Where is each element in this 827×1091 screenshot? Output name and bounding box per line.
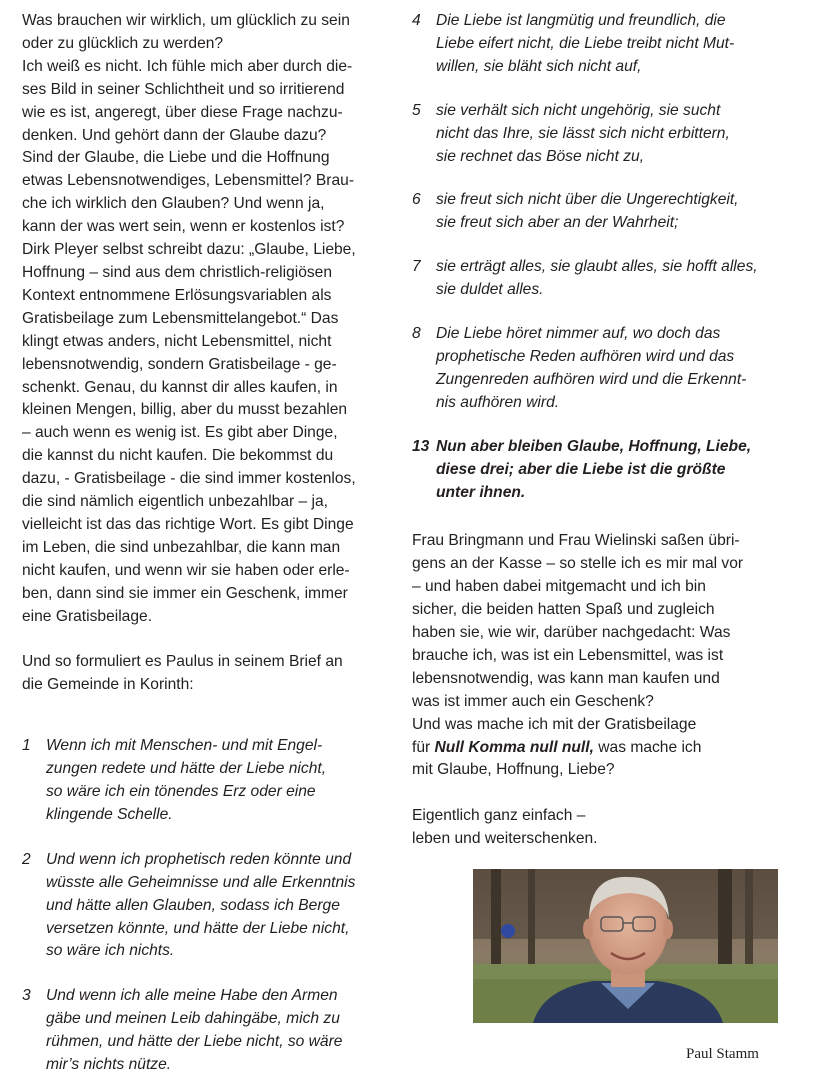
body-text-line: Gratisbeilage zum Lebensmittelangebot.“ Das xyxy=(22,309,339,327)
verse-line: Liebe eifert nicht, die Liebe treibt nicht Mut- xyxy=(436,34,735,52)
verse-8 xyxy=(412,323,784,415)
verse-number: 1 xyxy=(22,737,31,755)
verse-1 xyxy=(22,735,390,827)
null-komma-emphasis: Null Komma null null, xyxy=(434,738,594,756)
closing-line: gens an der Kasse – so stelle ich es mir mal vor xyxy=(412,555,744,573)
verse-number: 5 xyxy=(412,101,421,119)
verse-2 xyxy=(22,849,390,964)
verse-number: 8 xyxy=(412,325,421,343)
body-text-line: Und so formuliert es Paulus in seinem Brief an xyxy=(22,653,343,671)
body-text-line: Was brauchen wir wirklich, um glücklich zu sein xyxy=(22,12,350,29)
verse-list-right xyxy=(412,10,784,415)
final-line: Eigentlich ganz einfach – xyxy=(412,807,586,825)
verse-line: so wäre ich nichts. xyxy=(46,942,175,960)
paragraph-spacer xyxy=(412,782,784,805)
verse-number: 3 xyxy=(22,987,31,1005)
verse-line: sie erträgt alles, sie glaubt alles, sie hofft alles, xyxy=(436,258,758,276)
closing-line: lebensnotwendig, was kann man kaufen und xyxy=(412,669,720,687)
body-text-line: dazu, - Gratisbeilage - die sind immer kostenlos, xyxy=(22,470,356,488)
verse-line: willen, sie bläht sich nicht auf, xyxy=(436,57,642,75)
body-text-line: die sind nämlich eigentlich unbezahlbar – ja, xyxy=(22,493,329,511)
verse-line: sie duldet alles. xyxy=(436,281,544,299)
verse-3 xyxy=(22,985,390,1077)
body-text-line: Kontext entnommene Erlösungsvariablen als xyxy=(22,286,332,304)
verse-line: Wenn ich mit Menschen- und mit Engel- xyxy=(46,737,323,755)
verse-line: Die Liebe höret nimmer auf, wo doch das xyxy=(436,325,721,343)
verse-7 xyxy=(412,256,784,302)
body-text-line: kleinen Mengen, billig, aber du musst bezahlen xyxy=(22,401,348,419)
verse-line: wüsste alle Geheimnisse und alle Erkenntnis xyxy=(46,873,356,891)
closing-line: Frau Bringmann und Frau Wielinski saßen übri- xyxy=(412,532,740,550)
body-text-line: im Leben, die sind unbezahlbar, die kann man xyxy=(22,538,341,556)
body-text-line: che ich wirklich den Glauben? Und wenn ja, xyxy=(22,195,325,213)
verse-line: sie freut sich aber an der Wahrheit; xyxy=(436,214,679,232)
body-text-line: nicht kaufen, und wenn wir sie haben oder erle- xyxy=(22,561,350,579)
paulus-paragraph xyxy=(22,651,390,697)
verse-line: sie verhält sich nicht ungehörig, sie sucht xyxy=(436,101,721,119)
body-text-line: die Gemeinde in Korinth: xyxy=(22,676,194,694)
verse-line: Und wenn ich alle meine Habe den Armen xyxy=(46,987,338,1005)
verse-line: unter ihnen. xyxy=(436,483,526,501)
verse-line: und hätte allen Glauben, sodass ich Berge xyxy=(46,896,340,914)
body-text-line: Ich weiß es nicht. Ich fühle mich aber durch die- xyxy=(22,57,353,75)
body-text-line: ses Bild in seiner Schlichtheit und so irritierend xyxy=(22,80,345,98)
paragraph-spacer xyxy=(22,697,390,735)
verse-line: rühmen, und hätte der Liebe nicht, so wäre xyxy=(46,1033,343,1051)
verse-line: versetzen könnte, und hätte der Liebe nicht, xyxy=(46,919,350,937)
body-text-line: oder zu glücklich zu werden? xyxy=(22,34,224,52)
verse-line: sie freut sich nicht über die Ungerechtigkeit, xyxy=(436,191,739,209)
closing-line: sicher, die beiden hatten Spaß und zugleich xyxy=(412,601,715,619)
body-text-line: klingt etwas anders, nicht Lebensmittel, nicht xyxy=(22,332,332,350)
body-text-line: Hoffnung – sind aus dem christlich-religiösen xyxy=(22,263,333,281)
body-text-line: etwas Lebensnotwendiges, Lebensmittel? Brau- xyxy=(22,172,355,190)
right-column xyxy=(412,10,784,851)
closing-line: mit Glaube, Hoffnung, Liebe? xyxy=(412,761,615,779)
author-photo xyxy=(473,869,778,1023)
verse-number: 6 xyxy=(412,191,421,209)
verse-list-left xyxy=(22,735,390,1077)
final-line: leben und weiterschenken. xyxy=(412,830,598,848)
body-text-line: wie es ist, angeregt, über diese Frage nachzu- xyxy=(22,103,343,121)
verse-line: zungen redete und hätte der Liebe nicht, xyxy=(46,760,327,778)
verse-number: 7 xyxy=(412,258,421,276)
closing-line-null: für Null Komma null null, was mache ich xyxy=(412,738,702,756)
closing-line: – und haben dabei mitgemacht und ich bin xyxy=(412,578,706,596)
verse-line: sie rechnet das Böse nicht zu, xyxy=(436,147,645,165)
body-text-line: Dirk Pleyer selbst schreibt dazu: „Glaube, Liebe, xyxy=(22,241,356,259)
verse-line: Und wenn ich prophetisch reden könnte und xyxy=(46,850,352,868)
verse-line: so wäre ich ein tönendes Erz oder eine xyxy=(46,782,316,800)
verse-4 xyxy=(412,10,784,79)
verse-line: mir’s nichts nütze. xyxy=(46,1056,172,1074)
verse-number: 2 xyxy=(22,850,31,868)
verse-13-climax xyxy=(412,436,784,505)
closing-line: Und was mache ich mit der Gratisbeilage xyxy=(412,715,697,733)
verse-line: nicht das Ihre, sie lässt sich nicht erbittern, xyxy=(436,124,730,142)
verse-line: diese drei; aber die Liebe ist die größte xyxy=(436,460,726,478)
final-paragraph xyxy=(412,805,784,851)
body-text-line: – auch wenn es wenig ist. Es gibt aber Dinge, xyxy=(22,424,338,442)
intro-paragraph xyxy=(22,10,390,628)
verse-line: Nun aber bleiben Glaube, Hoffnung, Liebe, xyxy=(436,437,752,455)
body-text-line: die kannst du nicht kaufen. Die bekommst du xyxy=(22,447,334,465)
verse-line: Die Liebe ist langmütig und freundlich, die xyxy=(436,12,726,29)
body-text-line: denken. Und gehört dann der Glaube dazu? xyxy=(22,126,327,144)
author-portrait-image xyxy=(473,869,778,1023)
paragraph-spacer xyxy=(22,628,390,651)
verse-line: prophetische Reden aufhören wird und das xyxy=(436,347,735,365)
verse-line: gäbe und meinen Leib dahingäbe, mich zu xyxy=(46,1010,340,1028)
body-text-line: kann der was wert sein, wenn er kostenlos ist? xyxy=(22,218,345,236)
closing-line: was ist immer auch ein Geschenk? xyxy=(412,692,654,710)
closing-paragraph xyxy=(412,530,784,782)
author-caption: Paul Stamm xyxy=(686,1046,759,1062)
body-text-line: vielleicht ist das das richtige Wort. Es gibt Dinge xyxy=(22,515,354,533)
body-text-line: eine Gratisbeilage. xyxy=(22,607,153,625)
verse-5 xyxy=(412,100,784,169)
body-text-line: ben, dann sind sie immer ein Geschenk, immer xyxy=(22,584,348,602)
verse-line: klingende Schelle. xyxy=(46,805,173,823)
verse-6 xyxy=(412,189,784,235)
left-column xyxy=(22,10,390,1091)
body-text-line: schenkt. Genau, du kannst dir alles kaufen, in xyxy=(22,378,338,396)
verse-number: 13 xyxy=(412,437,430,455)
body-text-line: Sind der Glaube, die Liebe und die Hoffnung xyxy=(22,149,330,167)
verse-line: nis aufhören wird. xyxy=(436,393,560,411)
closing-line: haben sie, wie wir, darüber nachgedacht: Was xyxy=(412,624,731,642)
verse-line: Zungenreden aufhören wird und die Erkennt- xyxy=(436,370,747,388)
closing-line: brauche ich, was ist ein Lebensmittel, was ist xyxy=(412,646,724,664)
verse-number: 4 xyxy=(412,12,421,29)
body-text-line: lebensnotwendig, sondern Gratisbeilage - ge- xyxy=(22,355,337,373)
